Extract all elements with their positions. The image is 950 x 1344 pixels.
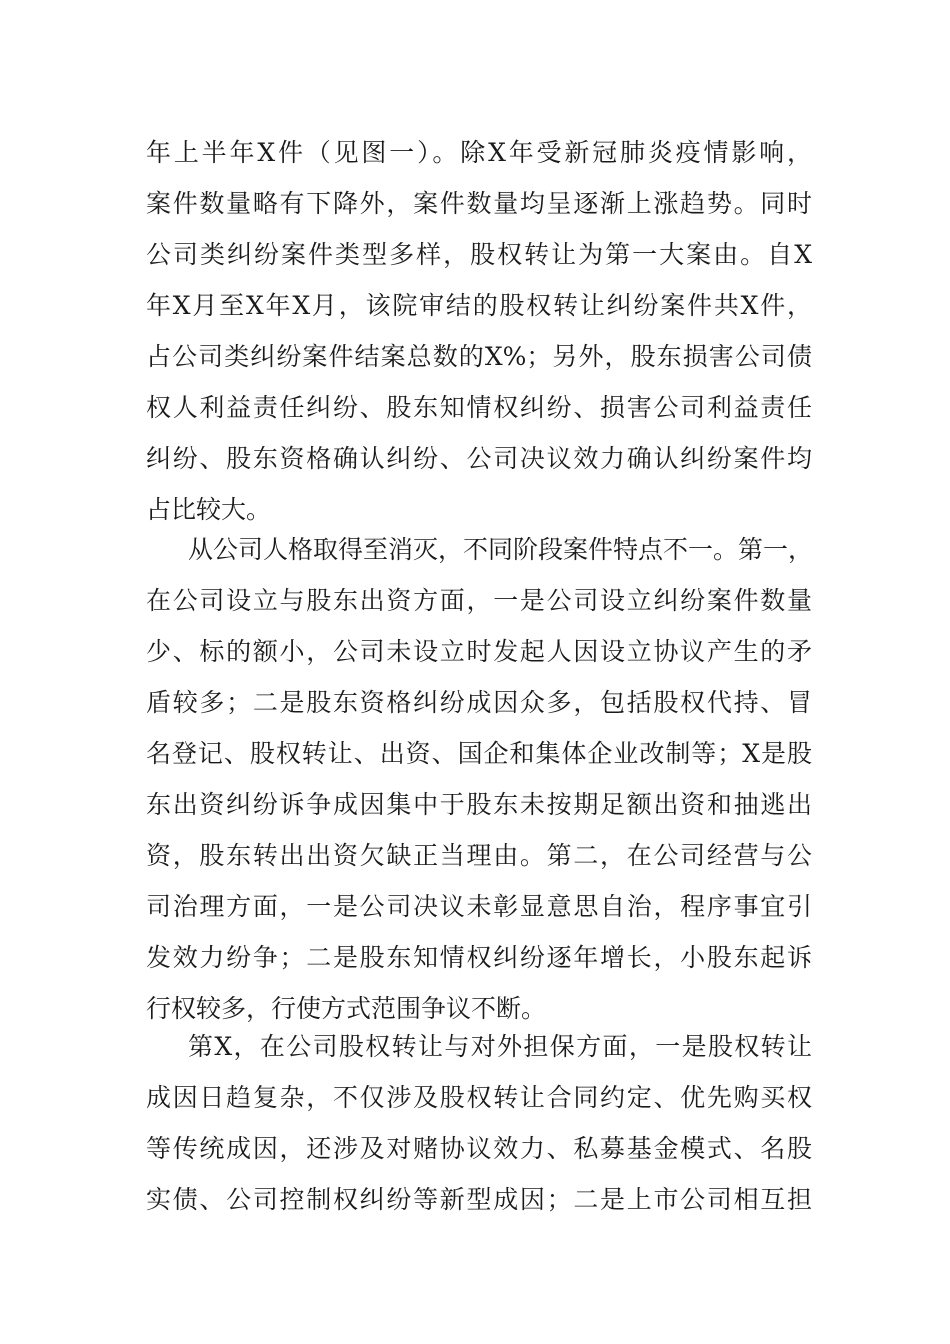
text-line: 年上半年X件（见图一）。除X年受新冠肺炎疫情影响，	[146, 138, 812, 167]
text-line: 发效力纷争；二是股东知情权纠纷逐年增长，小股东起诉	[146, 943, 812, 972]
text-line: 纠纷、股东资格确认纠纷、公司决议效力确认纠纷案件均	[146, 444, 812, 473]
text-line: 权人利益责任纠纷、股东知情权纠纷、损害公司利益责任	[146, 393, 812, 422]
text-line: 东出资纠纷诉争成因集中于股东未按期足额出资和抽逃出	[146, 790, 812, 819]
paragraph-3	[146, 1021, 812, 1225]
text-line: 司治理方面，一是公司决议未彰显意思自治，程序事宜引	[146, 892, 812, 921]
text-line: 第X，在公司股权转让与对外担保方面，一是股权转让	[188, 1032, 812, 1061]
text-line: 实债、公司控制权纠纷等新型成因；二是上市公司相互担	[146, 1185, 812, 1214]
paragraph-2	[146, 524, 812, 1034]
text-line: 年X月至X年X月，该院审结的股权转让纠纷案件共X件，	[146, 291, 812, 320]
text-line: 案件数量略有下降外，案件数量均呈逐渐上涨趋势。同时	[146, 189, 812, 218]
text-line: 等传统成因，还涉及对赌协议效力、私募基金模式、名股	[146, 1134, 812, 1163]
text-line: 资，股东转出出资欠缺正当理由。第二，在公司经营与公	[146, 841, 812, 870]
text-line: 占比较大。	[146, 495, 272, 524]
text-line: 成因日趋复杂，不仅涉及股权转让合同约定、优先购买权	[146, 1083, 812, 1112]
paragraph-1	[146, 127, 812, 535]
text-line: 名登记、股权转让、出资、国企和集体企业改制等；X是股	[146, 739, 812, 768]
text-line: 从公司人格取得至消灭，不同阶段案件特点不一。第一，	[188, 535, 814, 564]
text-line: 占公司类纠纷案件结案总数的X%；另外，股东损害公司债	[146, 342, 812, 371]
text-line: 盾较多；二是股东资格纠纷成因众多，包括股权代持、冒	[146, 688, 812, 717]
text-line: 在公司设立与股东出资方面，一是公司设立纠纷案件数量	[146, 586, 812, 615]
text-line: 行权较多，行使方式范围争议不断。	[146, 994, 547, 1023]
text-line: 公司类纠纷案件类型多样，股权转让为第一大案由。自X	[146, 240, 812, 269]
text-line: 少、标的额小，公司未设立时发起人因设立协议产生的矛	[146, 637, 812, 666]
